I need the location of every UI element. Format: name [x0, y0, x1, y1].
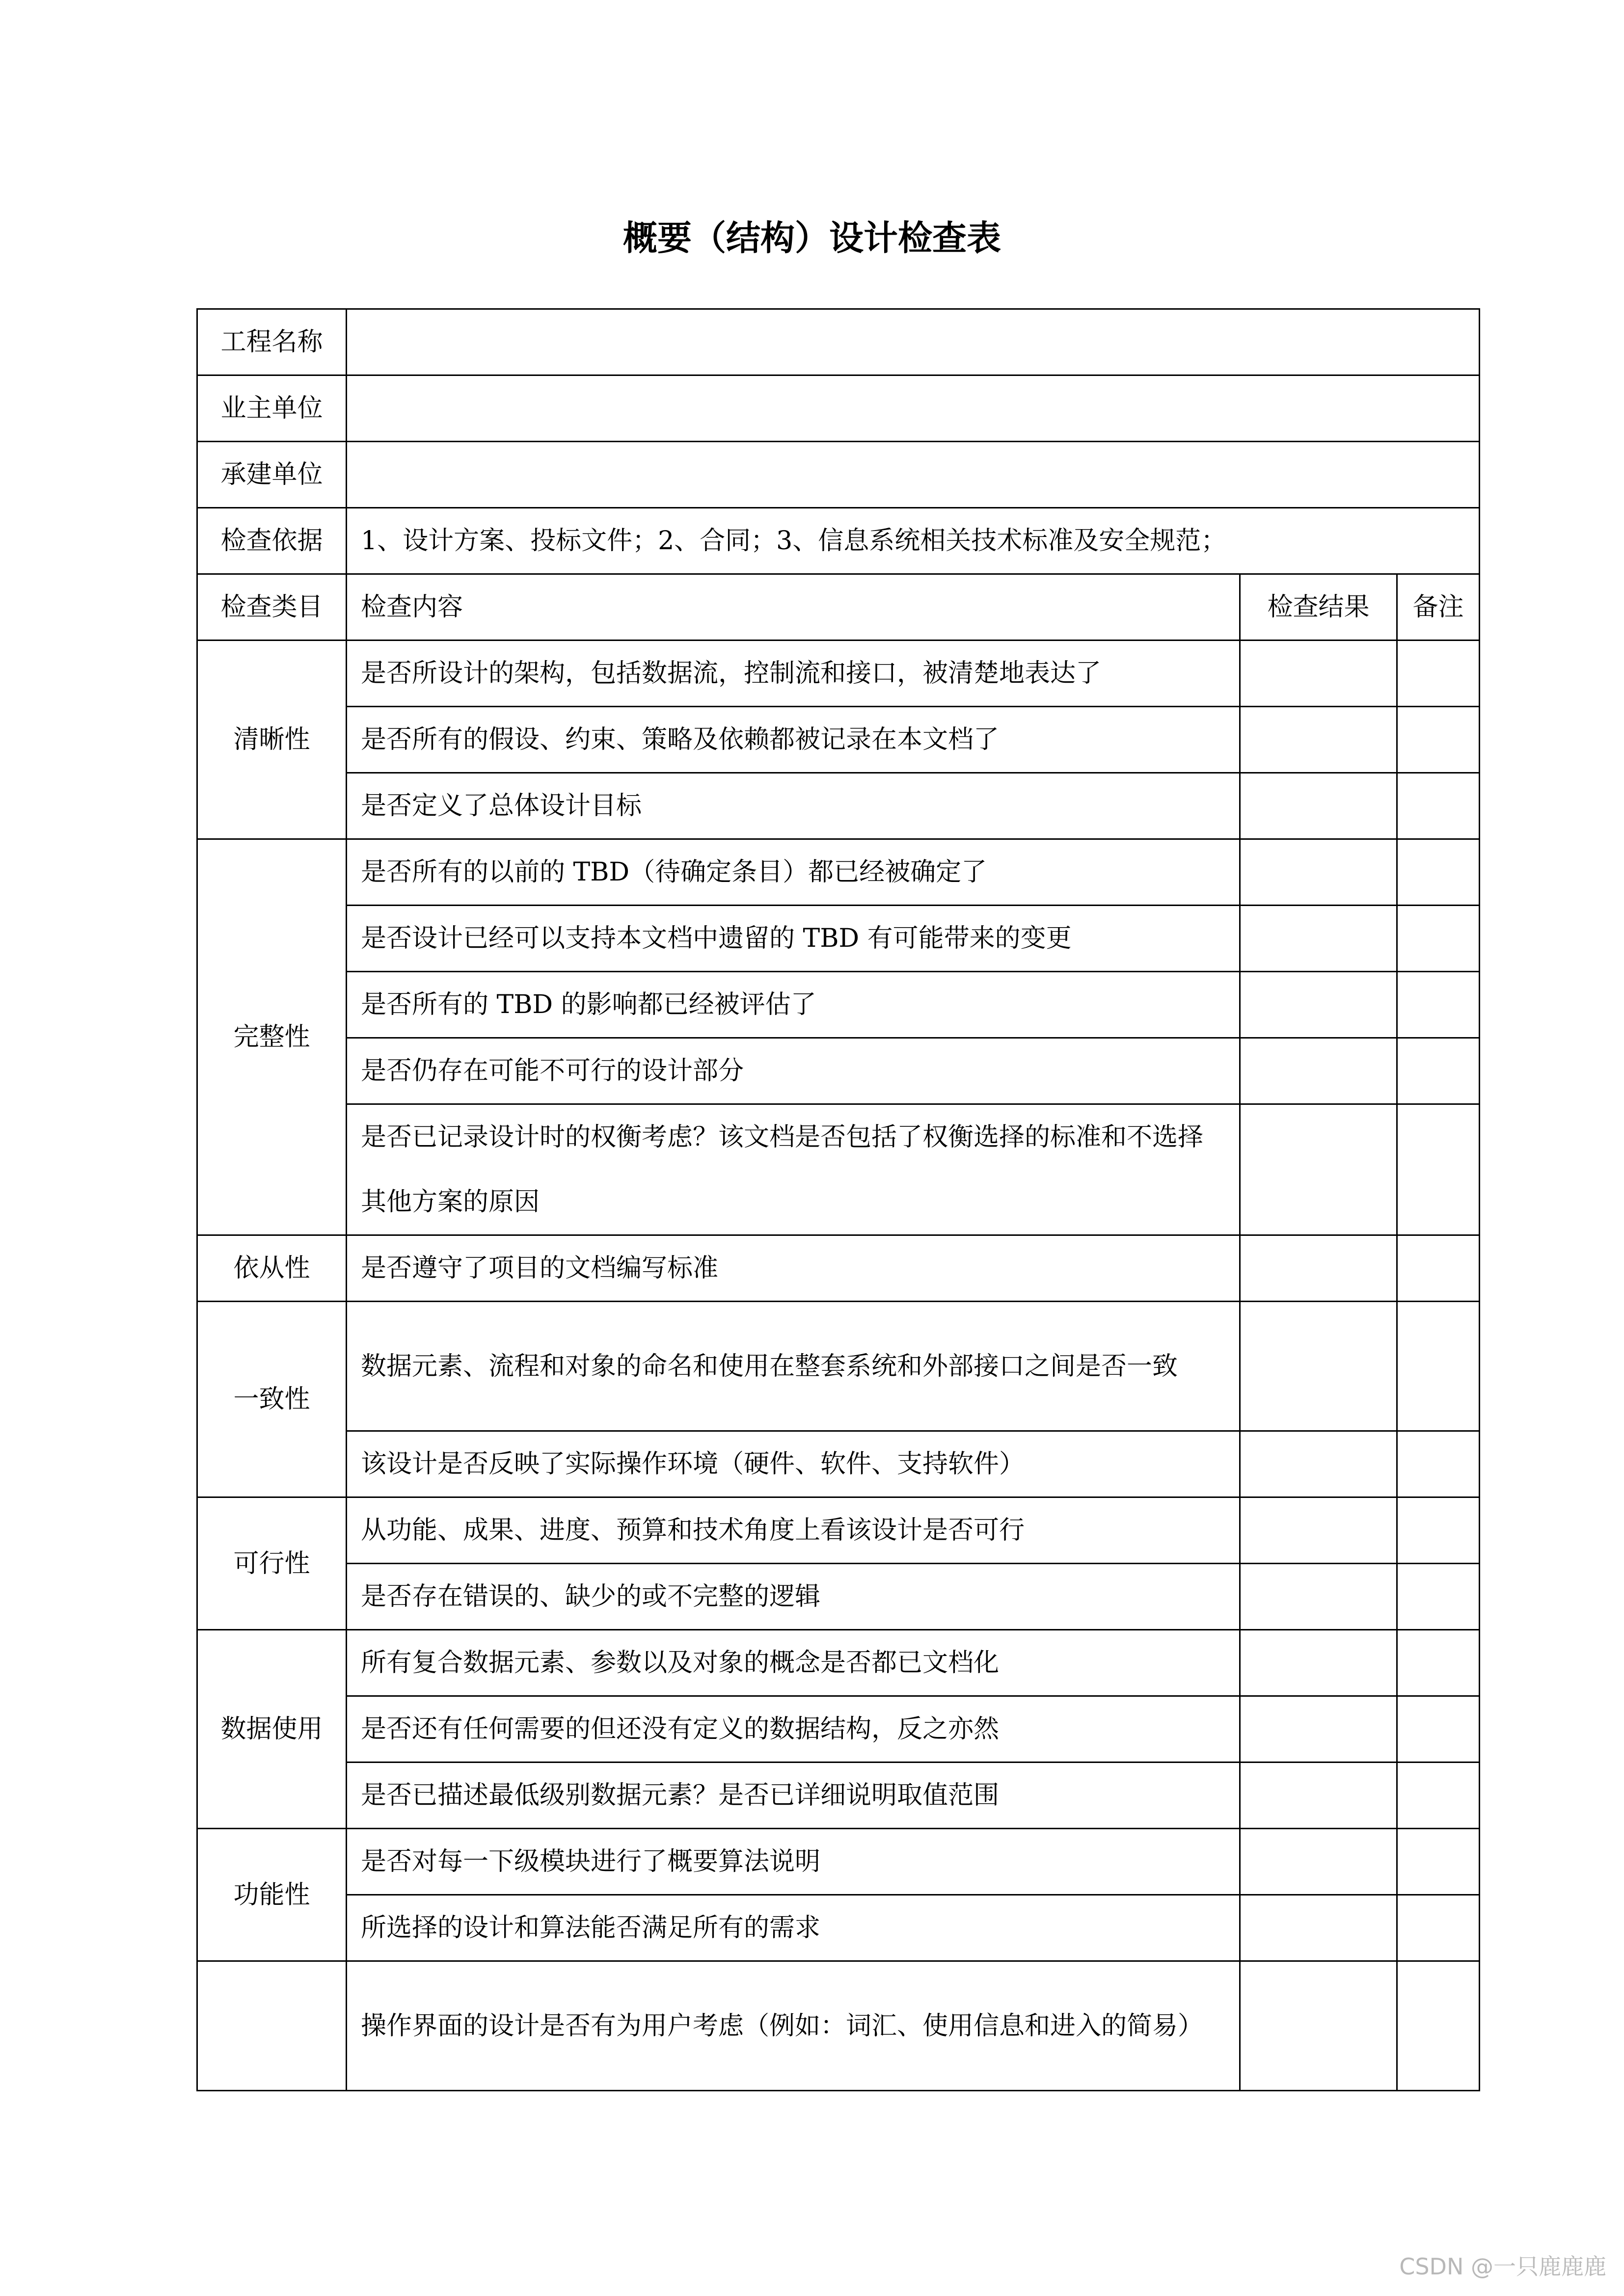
check-item-text: 数据元素、流程和对象的命名和使用在整套系统和外部接口之间是否一致 — [347, 1302, 1240, 1431]
checklist-row — [197, 1302, 1480, 1431]
remark-cell[interactable] — [1397, 1630, 1480, 1696]
remark-cell[interactable] — [1397, 773, 1480, 839]
info-value-field[interactable] — [347, 375, 1480, 442]
info-label: 承建单位 — [197, 442, 347, 508]
category-cell: 功能性 — [197, 1829, 347, 1961]
check-item-text: 所选择的设计和算法能否满足所有的需求 — [347, 1895, 1240, 1961]
checklist-row — [197, 1961, 1480, 2091]
info-row-project-name — [197, 309, 1480, 375]
remark-cell[interactable] — [1397, 1564, 1480, 1630]
info-row-owner — [197, 375, 1480, 442]
remark-cell[interactable] — [1397, 1961, 1480, 2091]
result-cell[interactable] — [1240, 839, 1397, 906]
checklist-row — [197, 707, 1480, 773]
checklist-row — [197, 641, 1480, 707]
check-item-text: 是否所有的以前的 TBD（待确定条目）都已经被确定了 — [347, 839, 1240, 906]
result-cell[interactable] — [1240, 1895, 1397, 1961]
info-label: 业主单位 — [197, 375, 347, 442]
remark-cell[interactable] — [1397, 1696, 1480, 1762]
check-item-text: 是否已描述最低级别数据元素？是否已详细说明取值范围 — [347, 1762, 1240, 1829]
result-cell[interactable] — [1240, 1497, 1397, 1564]
check-item-text: 是否所有的假设、约束、策略及依赖都被记录在本文档了 — [347, 707, 1240, 773]
result-cell[interactable] — [1240, 1235, 1397, 1302]
check-item-text: 是否还有任何需要的但还没有定义的数据结构，反之亦然 — [347, 1696, 1240, 1762]
checklist-row — [197, 1762, 1480, 1829]
checklist-row — [197, 1829, 1480, 1895]
result-cell[interactable] — [1240, 972, 1397, 1038]
category-cell: 数据使用 — [197, 1630, 347, 1829]
result-cell[interactable] — [1240, 1302, 1397, 1431]
checklist-row — [197, 773, 1480, 839]
checklist-row — [197, 1038, 1480, 1104]
remark-cell[interactable] — [1397, 1762, 1480, 1829]
result-cell[interactable] — [1240, 707, 1397, 773]
check-item-text: 是否对每一下级模块进行了概要算法说明 — [347, 1829, 1240, 1895]
remark-cell[interactable] — [1397, 1431, 1480, 1497]
checklist-row — [197, 972, 1480, 1038]
category-cell: 清晰性 — [197, 641, 347, 839]
result-cell[interactable] — [1240, 1038, 1397, 1104]
checklist-table — [196, 308, 1480, 2091]
header-row — [197, 574, 1480, 641]
remark-cell[interactable] — [1397, 1235, 1480, 1302]
result-cell[interactable] — [1240, 1431, 1397, 1497]
check-item-text: 是否定义了总体设计目标 — [347, 773, 1240, 839]
result-cell[interactable] — [1240, 1829, 1397, 1895]
check-item-text: 是否存在错误的、缺少的或不完整的逻辑 — [347, 1564, 1240, 1630]
checklist-row — [197, 1497, 1480, 1564]
checklist-row — [197, 839, 1480, 906]
remark-cell[interactable] — [1397, 707, 1480, 773]
result-cell[interactable] — [1240, 1961, 1397, 2091]
checklist-row — [197, 1895, 1480, 1961]
info-value-text: 1、设计方案、投标文件；2、合同；3、信息系统相关技术标准及安全规范； — [347, 508, 1480, 574]
check-item-text: 从功能、成果、进度、预算和技术角度上看该设计是否可行 — [347, 1497, 1240, 1564]
info-label: 检查依据 — [197, 508, 347, 574]
header-result: 检查结果 — [1240, 574, 1397, 641]
remark-cell[interactable] — [1397, 1302, 1480, 1431]
watermark: CSDN @一只鹿鹿鹿 — [1399, 2253, 1606, 2280]
remark-cell[interactable] — [1397, 839, 1480, 906]
check-item-text: 是否所有的 TBD 的影响都已经被评估了 — [347, 972, 1240, 1038]
category-cell: 完整性 — [197, 839, 347, 1235]
check-item-text: 该设计是否反映了实际操作环境（硬件、软件、支持软件） — [347, 1431, 1240, 1497]
remark-cell[interactable] — [1397, 1104, 1480, 1235]
category-cell: 可行性 — [197, 1497, 347, 1630]
info-value-field[interactable] — [347, 442, 1480, 508]
header-remark: 备注 — [1397, 574, 1480, 641]
result-cell[interactable] — [1240, 773, 1397, 839]
category-cell — [197, 1961, 347, 2091]
checklist-row — [197, 1564, 1480, 1630]
checklist-row — [197, 1696, 1480, 1762]
result-cell[interactable] — [1240, 1104, 1397, 1235]
result-cell[interactable] — [1240, 906, 1397, 972]
checklist-row — [197, 1235, 1480, 1302]
remark-cell[interactable] — [1397, 1895, 1480, 1961]
info-row-contractor — [197, 442, 1480, 508]
checklist-row — [197, 906, 1480, 972]
header-category: 检查类目 — [197, 574, 347, 641]
remark-cell[interactable] — [1397, 1038, 1480, 1104]
remark-cell[interactable] — [1397, 1497, 1480, 1564]
checklist-row — [197, 1630, 1480, 1696]
check-item-text: 是否仍存在可能不可行的设计部分 — [347, 1038, 1240, 1104]
result-cell[interactable] — [1240, 1564, 1397, 1630]
info-value-field[interactable] — [347, 309, 1480, 375]
check-item-text: 操作界面的设计是否有为用户考虑（例如：词汇、使用信息和进入的简易） — [347, 1961, 1240, 2091]
checklist-row — [197, 1431, 1480, 1497]
info-label: 工程名称 — [197, 309, 347, 375]
checklist-row — [197, 1104, 1480, 1235]
result-cell[interactable] — [1240, 1696, 1397, 1762]
check-item-text: 是否已记录设计时的权衡考虑？该文档是否包括了权衡选择的标准和不选择其他方案的原因 — [347, 1104, 1240, 1235]
remark-cell[interactable] — [1397, 1829, 1480, 1895]
remark-cell[interactable] — [1397, 972, 1480, 1038]
check-item-text: 所有复合数据元素、参数以及对象的概念是否都已文档化 — [347, 1630, 1240, 1696]
check-item-text: 是否所设计的架构，包括数据流，控制流和接口，被清楚地表达了 — [347, 641, 1240, 707]
result-cell[interactable] — [1240, 641, 1397, 707]
header-content: 检查内容 — [347, 574, 1240, 641]
result-cell[interactable] — [1240, 1762, 1397, 1829]
document-title: 概要（结构）设计检查表 — [623, 218, 1001, 258]
info-row-basis — [197, 508, 1480, 574]
remark-cell[interactable] — [1397, 641, 1480, 707]
check-item-text: 是否遵守了项目的文档编写标准 — [347, 1235, 1240, 1302]
category-cell: 依从性 — [197, 1235, 347, 1302]
result-cell[interactable] — [1240, 1630, 1397, 1696]
remark-cell[interactable] — [1397, 906, 1480, 972]
check-item-text: 是否设计已经可以支持本文档中遗留的 TBD 有可能带来的变更 — [347, 906, 1240, 972]
category-cell: 一致性 — [197, 1302, 347, 1497]
